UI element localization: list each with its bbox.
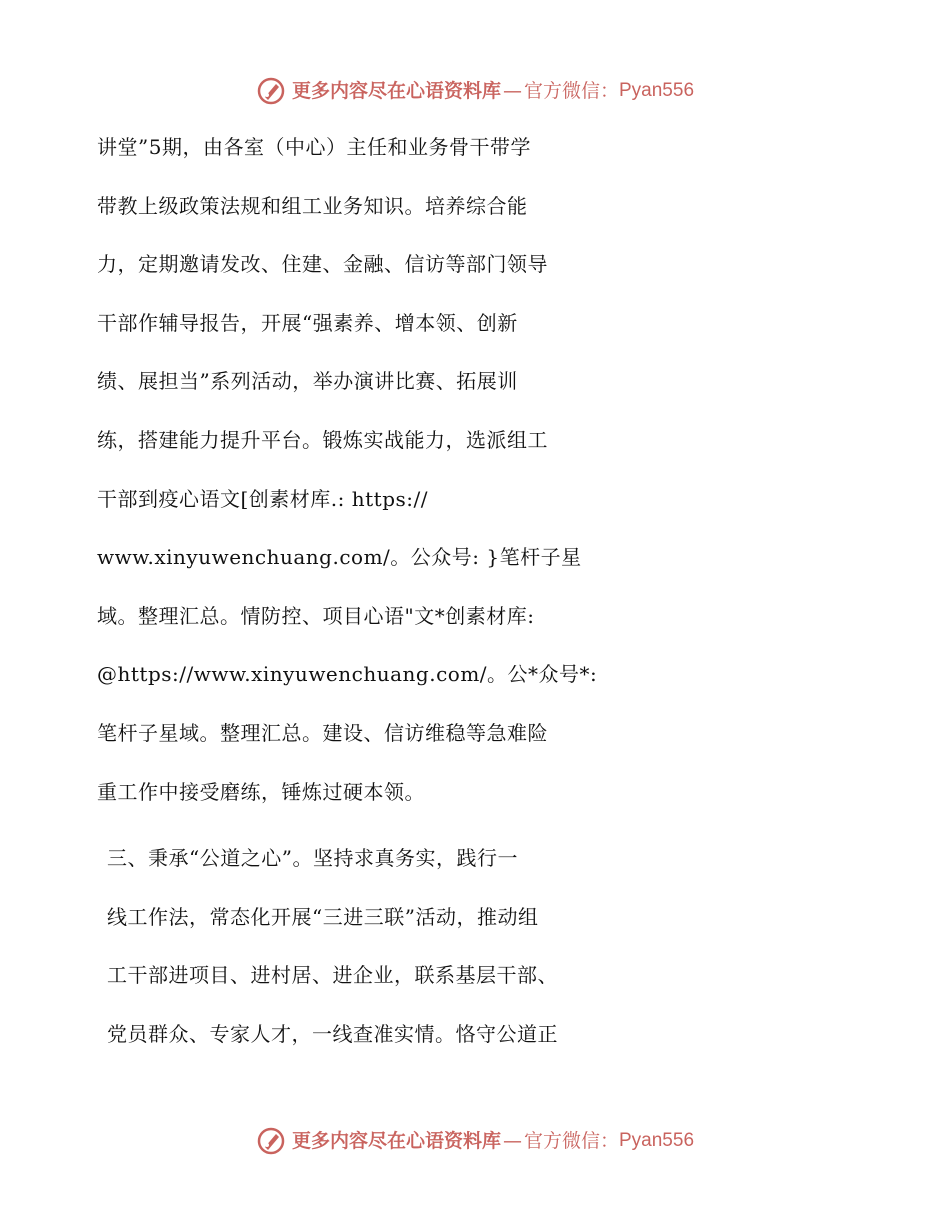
text-line: 工干部进项目、进村居、进企业，联系基层干部、	[107, 963, 558, 988]
text-line: 练，搭建能力提升平台。锻炼实战能力，选派组工	[97, 427, 548, 452]
pen-logo-icon	[256, 76, 286, 106]
text-line: 笔杆子星域。整理汇总。建设、信访维稳等急难险	[97, 720, 548, 745]
watermark-dash: —	[502, 1130, 522, 1152]
watermark-id: Pyan556	[619, 80, 695, 101]
text-line: @https://www.xinyuwenchuang.com/。公*众号*:	[97, 662, 598, 687]
watermark-site: 更多内容尽在心语资料库	[291, 1130, 501, 1152]
paragraph	[97, 829, 857, 1063]
text-line: 绩、展担当”系列活动，举办演讲比赛、拓展训	[97, 369, 518, 394]
text-line: 干部到疫心语文[创素材库.: https://	[97, 486, 428, 511]
watermark-dash: —	[502, 80, 522, 102]
text-line: 线工作法，常态化开展“三进三联”活动，推动组	[107, 904, 539, 929]
text-line: 三、秉承“公道之心”。坚持求真务实，践行一	[107, 846, 518, 871]
text-line: 干部作辅导报告，开展“强素养、增本领、创新	[97, 310, 518, 335]
watermark-id: Pyan556	[619, 1130, 695, 1151]
text-line: 重工作中接受磨练，锤炼过硬本领。	[97, 779, 425, 804]
text-line: 讲堂”5期，由各室（中心）主任和业务骨干带学	[97, 135, 531, 159]
text-line: 带教上级政策法规和组工业务知识。培养综合能	[97, 193, 528, 218]
watermark-label: 官方微信：	[523, 80, 619, 102]
text-line: 力，定期邀请发改、住建、金融、信访等部门领导	[97, 252, 548, 277]
paragraph	[97, 118, 857, 821]
header-watermark	[0, 76, 950, 106]
watermark-site: 更多内容尽在心语资料库	[291, 80, 501, 102]
watermark-label: 官方微信：	[523, 1130, 619, 1152]
text-line: www.xinyuwenchuang.com/。公众号: }笔杆子星	[97, 545, 582, 570]
text-line: 域。整理汇总。情防控、项目心语"文*创素材库:	[97, 603, 535, 628]
footer-watermark	[0, 1126, 950, 1156]
pen-logo-icon	[256, 1126, 286, 1156]
document-body	[97, 118, 857, 1064]
text-line: 党员群众、专家人才，一线查准实情。恪守公道正	[107, 1021, 558, 1046]
